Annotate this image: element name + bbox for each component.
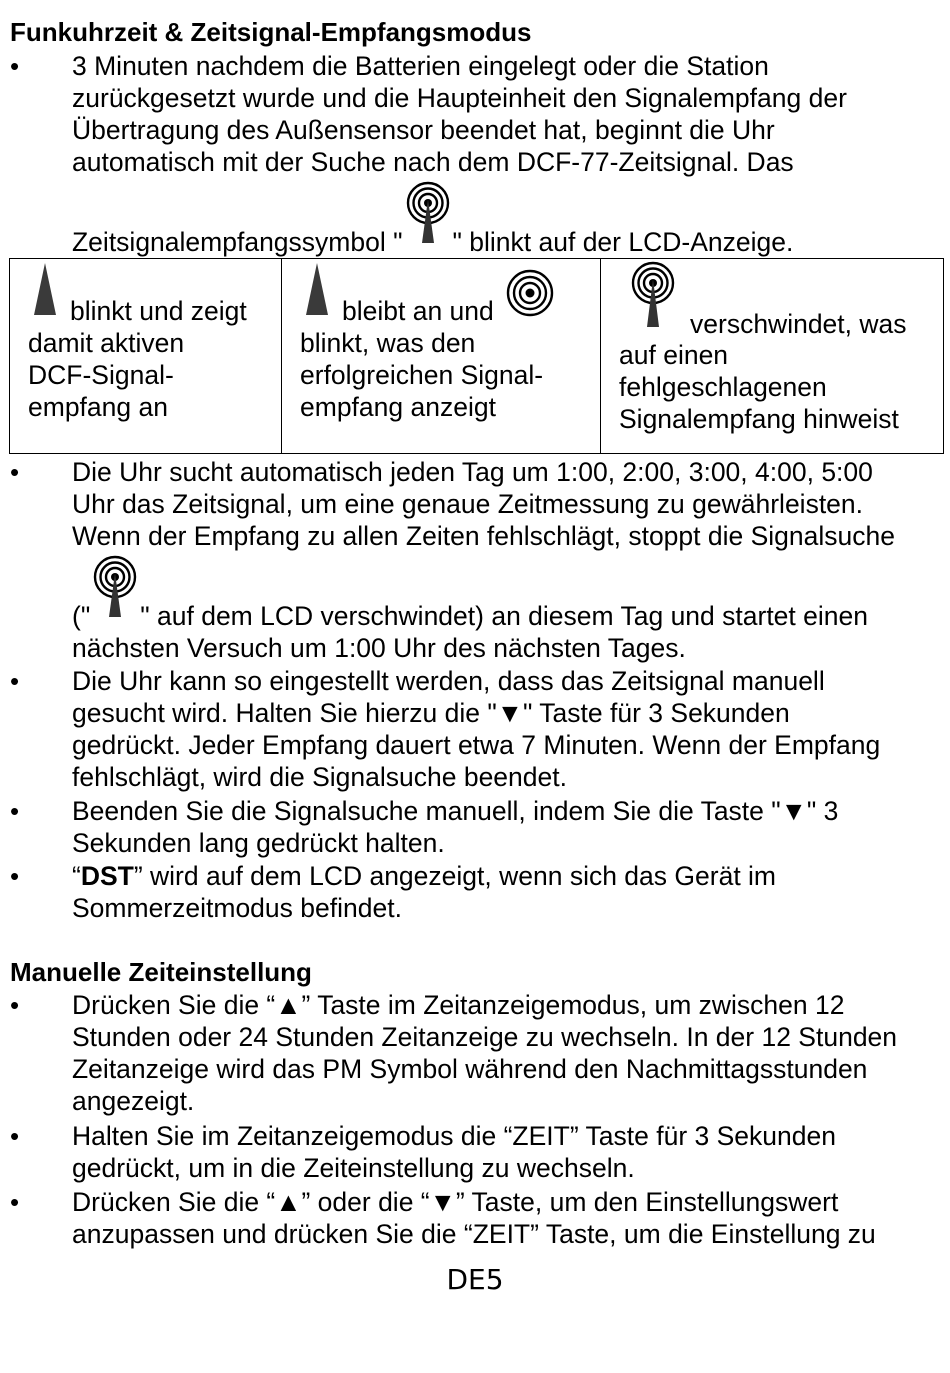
table-cell-success	[281, 259, 600, 453]
text-fragment: Zeitsignalempfangssymbol "	[72, 227, 403, 257]
text-line: Halten Sie im Zeitanzeigemodus die “ZEIT” Taste für 3 Sekunden	[72, 1121, 836, 1151]
bullet-marker	[10, 1186, 50, 1218]
dst-label: DST	[80, 861, 134, 891]
table-cell-failed	[600, 259, 943, 453]
text-line: Drücken Sie die “▲” oder die “▼” Taste, um den Einstellungswert	[72, 1187, 839, 1217]
cell-text: empfang an	[28, 392, 168, 422]
text-line: fehlschlägt, wird die Signalsuche beendet.	[72, 762, 567, 792]
cell-text: fehlgeschlagenen	[619, 372, 827, 402]
cell-text: bleibt an und	[342, 296, 494, 326]
cell-text: blinkt, was den	[300, 328, 476, 358]
cell-text: DCF-Signal-	[28, 360, 174, 390]
text-line: Die Uhr sucht automatisch jeden Tag um 1:00, 2:00, 3:00, 4:00, 5:00	[72, 457, 873, 487]
tower-icon	[302, 263, 332, 317]
paragraph	[72, 665, 944, 793]
text-line: gedrückt, um in die Zeiteinstellung zu wechseln.	[72, 1153, 635, 1183]
text-line: Übertragung des Außensensor beendet hat, beginnt die Uhr	[72, 115, 775, 145]
paragraph	[72, 860, 944, 924]
signal-waves-icon	[504, 267, 556, 319]
text-line: anzupassen und drücken Sie die “ZEIT” Taste, um die Einstellung zu	[72, 1219, 876, 1249]
table-cell-receiving	[10, 259, 281, 453]
text-line: zurückgesetzt wurde und die Haupteinheit den Signalempfang der	[72, 83, 847, 113]
text-fragment: ” wird auf dem LCD angezeigt, wenn sich das Gerät im	[133, 861, 777, 891]
text-line: Die Uhr kann so eingestellt werden, dass das Zeitsignal manuell	[72, 666, 825, 696]
paragraph	[72, 50, 944, 258]
text-line: Sekunden lang gedrückt halten.	[72, 828, 445, 858]
bullet-marker	[10, 456, 50, 488]
text-line: nächsten Versuch um 1:00 Uhr des nächsten Tages.	[72, 633, 686, 663]
text-fragment: “	[72, 861, 81, 891]
text-line	[72, 178, 944, 258]
text-line: Drücken Sie die “▲” Taste im Zeitanzeigemodus, um zwischen 12	[72, 990, 845, 1020]
text-fragment: " auf dem LCD verschwindet) an diesem Tag und startet einen	[140, 601, 868, 631]
text-fragment: " blinkt auf der LCD-Anzeige.	[452, 227, 794, 257]
paragraph	[72, 989, 944, 1117]
text-line: Sommerzeitmodus befindet.	[72, 893, 402, 923]
cell-text: empfang anzeigt	[300, 392, 496, 422]
cell-text: erfolgreichen Signal-	[300, 360, 544, 390]
cell-text: blinkt und zeigt	[70, 296, 247, 326]
paragraph	[72, 456, 944, 664]
text-line	[72, 860, 944, 892]
text-line: Stunden oder 24 Stunden Zeitanzeige zu wechseln. In der 12 Stunden	[72, 1022, 898, 1052]
cell-text: auf einen	[619, 340, 729, 370]
signal-status-table	[9, 258, 944, 454]
signal-antenna-icon	[90, 555, 140, 625]
bullet-marker	[10, 50, 50, 82]
cell-text: damit aktiven	[28, 328, 185, 358]
text-line: Zeitanzeige wird das PM Symbol während den Nachmittagsstunden	[72, 1054, 868, 1084]
bullet-marker	[10, 665, 50, 697]
text-line: gesucht wird. Halten Sie hierzu die "▼" Taste für 3 Sekunden	[72, 698, 790, 728]
signal-antenna-icon	[627, 261, 679, 335]
text-line: 3 Minuten nachdem die Batterien eingelegt oder die Station	[72, 51, 769, 81]
text-line: gedrückt. Jeder Empfang dauert etwa 7 Minuten. Wenn der Empfang	[72, 730, 881, 760]
text-line: Uhr das Zeitsignal, um eine genaue Zeitmessung zu gewährleisten.	[72, 489, 864, 519]
paragraph	[72, 1186, 944, 1250]
cell-text: Signalempfang hinweist	[619, 404, 899, 434]
signal-antenna-icon	[403, 181, 453, 251]
text-fragment: ("	[72, 601, 91, 631]
text-line: Wenn der Empfang zu allen Zeiten fehlschlägt, stoppt die Signalsuche	[72, 521, 895, 551]
tower-icon	[30, 263, 60, 317]
text-line	[72, 552, 944, 632]
text-line: automatisch mit der Suche nach dem DCF-77-Zeitsignal. Das	[72, 147, 794, 177]
section-heading: Funkuhrzeit & Zeitsignal-Empfangsmodus	[10, 17, 532, 47]
bullet-marker	[10, 860, 50, 892]
cell-text: verschwindet, was	[690, 309, 907, 339]
page-number: DE5	[446, 1263, 504, 1296]
text-line: angezeigt.	[72, 1086, 195, 1116]
bullet-marker	[10, 795, 50, 827]
text-line: Beenden Sie die Signalsuche manuell, indem Sie die Taste "▼" 3	[72, 796, 839, 826]
section-heading: Manuelle Zeiteinstellung	[10, 957, 312, 987]
bullet-marker	[10, 989, 50, 1021]
paragraph	[72, 795, 944, 859]
paragraph	[72, 1120, 944, 1184]
bullet-marker	[10, 1120, 50, 1152]
